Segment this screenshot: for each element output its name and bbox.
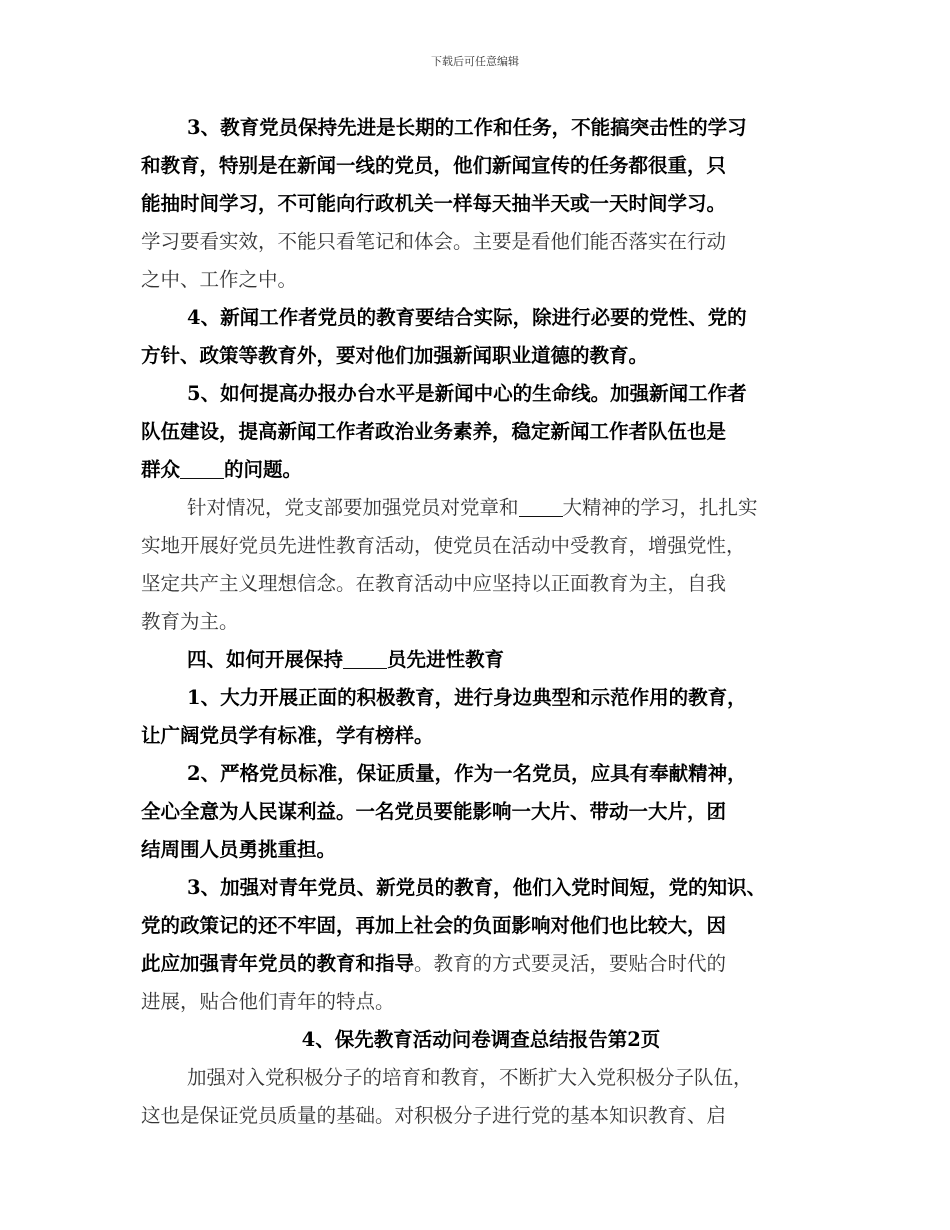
paragraph-line: 学习要看实效，不能只看笔记和体会。主要是看他们能否落实在行动 <box>141 230 727 253</box>
paragraph-line: 实地开展好党员先进性教育活动，使党员在活动中受教育，增强党性， <box>141 534 746 557</box>
paragraph-line: 之中、工作之中。 <box>141 268 298 291</box>
line-text: 此应加强青年党员的教育和指导 <box>141 952 415 975</box>
page-title-line: 4、保先教育活动问卷调查总结报告第2页 <box>301 1028 661 1051</box>
paragraph-line: 坚定共产主义理想信念。在教育活动中应坚持以正面教育为主，自我 <box>141 572 727 595</box>
paragraph-line: 1、大力开展正面的积极教育，进行身边典型和示范作用的教育， <box>187 686 747 709</box>
paragraph-line: 这也是保证党员质量的基础。对积极分子进行党的基本知识教育、启 <box>141 1104 727 1127</box>
line-text: 。教育的方式要灵活，要贴合时代的 <box>414 952 727 975</box>
paragraph-line: 4、新闻工作者党员的教育要结合实际，除进行必要的党性、党的 <box>187 306 747 329</box>
paragraph-line: 3、教育党员保持先进是长期的工作和任务，不能搞突击性的学习 <box>187 116 747 139</box>
paragraph-line: 全心全意为人民谋利益。一名党员要能影响一大片、带动一大片，团 <box>141 800 727 823</box>
paragraph-line: 让广阔党员学有标准，学有榜样。 <box>141 724 434 747</box>
paragraph-line: 2、严格党员标准，保证质量，作为一名党员，应具有奉献精神， <box>187 762 747 785</box>
blank-underline <box>519 494 563 517</box>
paragraph-line: 队伍建设，提高新闻工作者政治业务素养，稳定新闻工作者队伍也是 <box>141 420 727 443</box>
paragraph-line: 加强对入党积极分子的培育和教育，不断扩大入党积极分子队伍， <box>187 1066 753 1089</box>
paragraph-line: 教育为主。 <box>141 610 239 633</box>
blank-underline <box>343 646 387 669</box>
section-heading <box>141 641 821 679</box>
line-text: 群众 <box>141 458 181 481</box>
paragraph-line: 能抽时间学习，不可能向行政机关一样每天抽半天或一天时间学习。 <box>141 192 727 215</box>
paragraph-line: 3、加强对青年党员、新党员的教育，他们入党时间短，党的知识、 <box>187 876 767 899</box>
paragraph-line: 和教育，特别是在新闻一线的党员，他们新闻宣传的任务都很重，只 <box>141 154 727 177</box>
line-text: 四、如何开展保持 <box>187 648 344 671</box>
blank-underline <box>180 456 224 479</box>
paragraph-line: 党的政策记的还不牢固，再加上社会的负面影响对他们也比较大，因 <box>141 914 727 937</box>
page-header: 下载后可任意编辑 <box>431 55 519 68</box>
document-body <box>141 109 821 1135</box>
paragraph-line: 结周围人员勇挑重担。 <box>141 838 337 861</box>
paragraph-line: 方针、政策等教育外，要对他们加强新闻职业道德的教育。 <box>141 344 649 367</box>
line-text: 大精神的学习，扎扎实 <box>562 496 758 519</box>
paragraph-line <box>141 451 821 489</box>
line-text: 针对情况，党支部要加强党员对党章和 <box>187 496 519 519</box>
paragraph-line: 进展，贴合他们青年的特点。 <box>141 990 395 1013</box>
line-text: 的问题。 <box>224 458 303 481</box>
line-text: 员先进性教育 <box>387 648 505 671</box>
paragraph-line <box>141 489 821 527</box>
paragraph-line <box>141 945 821 983</box>
paragraph-line: 5、如何提高办报办台水平是新闻中心的生命线。加强新闻工作者 <box>187 382 747 405</box>
